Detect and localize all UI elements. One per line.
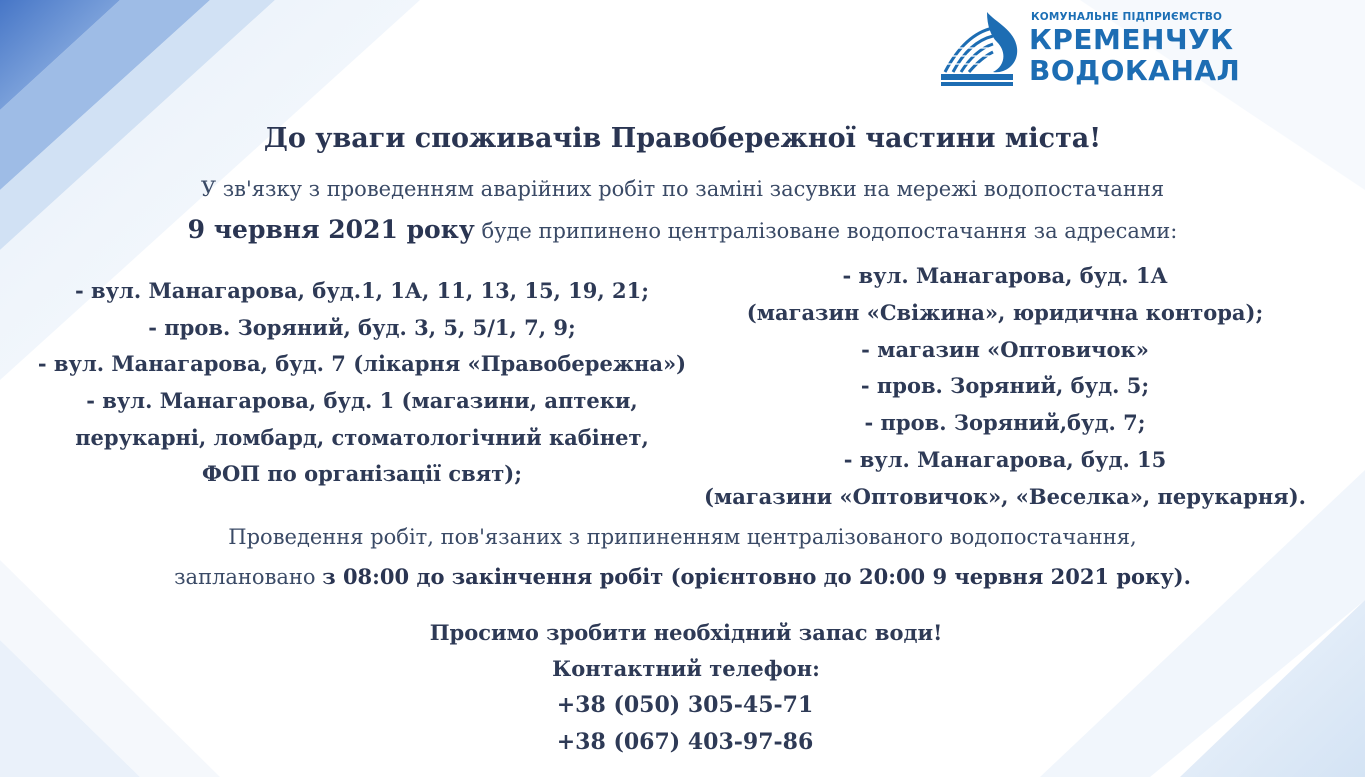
water-drop-building-icon	[935, 8, 1027, 90]
address-right-item: - пров. Зоряний,буд. 7;	[864, 410, 1146, 435]
address-left-item: перукарні, ломбард, стоматологічний кабінет,	[75, 425, 649, 450]
address-right-item: - вул. Манагарова, буд. 1А	[842, 263, 1168, 288]
address-left-item: - вул. Манагарова, буд.1, 1А, 11, 13, 15, 19, 21;	[75, 278, 649, 303]
address-right-item: - пров. Зоряний, буд. 5;	[860, 373, 1150, 398]
logo-name-line1: КРЕМЕНЧУК	[1029, 23, 1234, 56]
intro-line-1: У зв'язку з проведенням аварійних робіт по заміні засувки на мережі водопостачання	[200, 177, 1165, 201]
intro-line-2	[0, 215, 1365, 244]
address-left-item: - вул. Манагарова, буд. 1 (магазини, аптеки,	[86, 388, 638, 413]
address-right-item: (магазини «Оптовичок», «Веселка», перукарня).	[704, 484, 1306, 509]
logo-name-line2: ВОДОКАНАЛ	[1029, 54, 1241, 87]
intro-line-2-rest: буде припинено централізоване водопостачання за адресами:	[474, 219, 1178, 243]
logo-subtitle: КОМУНАЛЬНЕ ПІДПРИЄМСТВО	[1031, 11, 1223, 23]
contact-label: Контактний телефон:	[552, 656, 820, 681]
works-line-2	[0, 564, 1365, 589]
address-right-item: - вул. Манагарова, буд. 15	[843, 447, 1167, 472]
notice-title: До уваги споживачів Правобережної частини міста!	[263, 123, 1102, 154]
phone-number[interactable]: +38 (050) 305-45-71	[556, 692, 814, 718]
water-reserve-request: Просимо зробити необхідний запас води!	[429, 620, 943, 645]
phone-number[interactable]: +38 (067) 403-97-86	[556, 729, 814, 755]
address-right-item: (магазин «Свіжина», юридична контора);	[746, 300, 1264, 325]
company-logo	[935, 8, 1265, 90]
address-left-item: ФОП по організації свят);	[202, 461, 522, 486]
works-line-2-prefix: заплановано	[174, 565, 323, 589]
address-left-item: - пров. Зоряний, буд. 3, 5, 5/1, 7, 9;	[148, 315, 576, 340]
works-time: з 08:00 до закінчення робіт (орієнтовно до 20:00 9 червня 2021 року).	[322, 564, 1191, 589]
works-line-1: Проведення робіт, пов'язаних з припиненням централізованого водопостачання,	[228, 525, 1137, 549]
outage-date: 9 червня 2021 року	[187, 215, 475, 244]
address-right-item: - магазин «Оптовичок»	[861, 337, 1149, 362]
address-left-item: - вул. Манагарова, буд. 7 (лікарня «Правобережна»)	[37, 351, 687, 376]
